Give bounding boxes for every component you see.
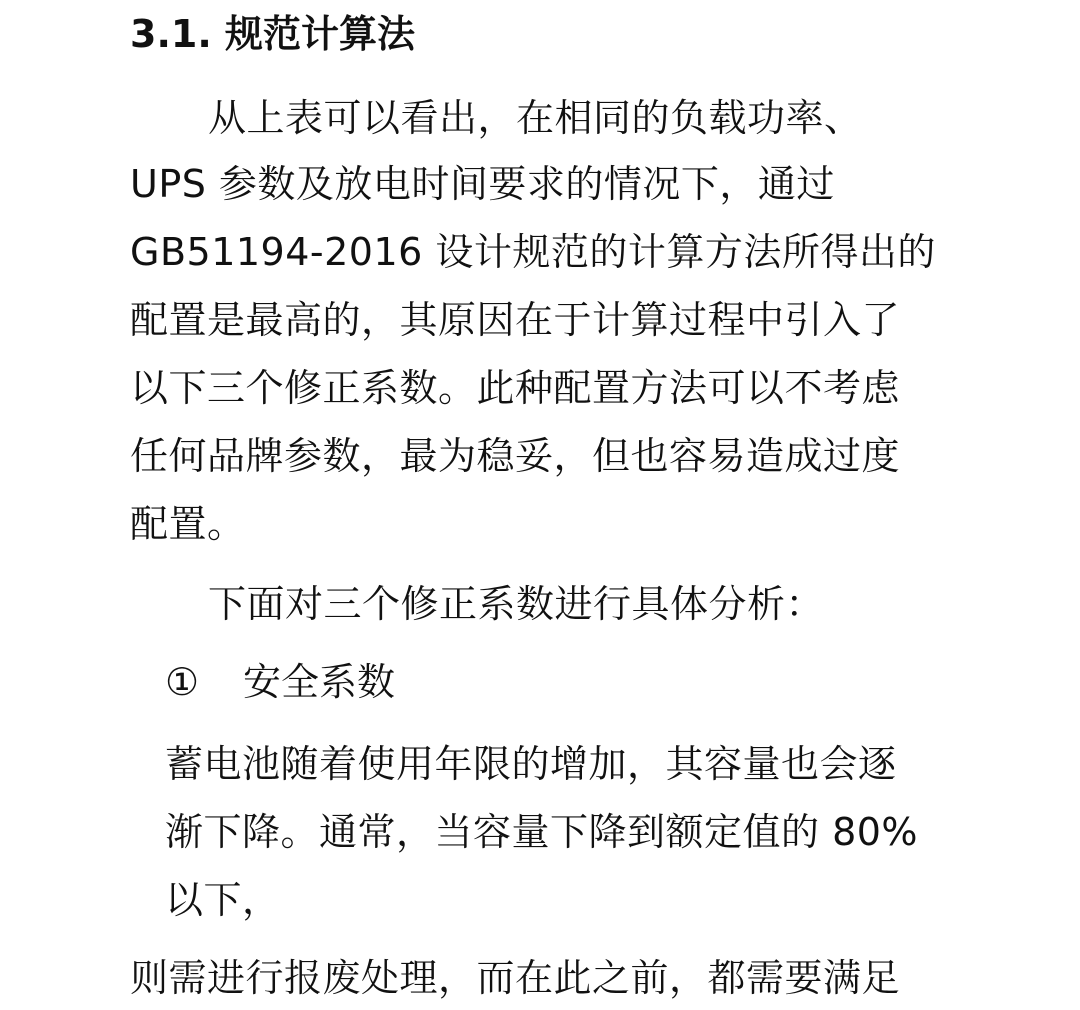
paragraph-line: 任何品牌参数，最为稳妥，但也容易造成过度 bbox=[130, 434, 901, 478]
paragraph-line: 以下三个修正系数。此种配置方法可以不考虑 bbox=[130, 366, 901, 410]
paragraph-line: 配置是最高的，其原因在于计算过程中引入了 bbox=[130, 298, 901, 342]
item-text-line: 以下， bbox=[165, 878, 281, 922]
paragraph-line: GB51194-2016 设计规范的计算方法所得出的 bbox=[130, 230, 936, 274]
paragraph-intro: 下面对三个修正系数进行具体分析： bbox=[208, 582, 825, 626]
item-text-line: 渐下降。通常，当容量下降到额定值的 80% bbox=[165, 810, 919, 854]
section-heading: 3.1. 规范计算法 bbox=[130, 12, 415, 56]
item-text-line: 蓄电池随着使用年限的增加，其容量也会逐 bbox=[165, 742, 897, 786]
list-item-title: 安全系数 bbox=[243, 660, 396, 704]
list-item-safety-factor bbox=[165, 658, 395, 706]
paragraph-line: 配置。 bbox=[130, 502, 246, 546]
paragraph-line: UPS 参数及放电时间要求的情况下，通过 bbox=[130, 162, 835, 206]
list-marker: ① bbox=[165, 660, 200, 704]
paragraph-line: 从上表可以看出，在相同的负载功率、 bbox=[208, 96, 863, 140]
paragraph-line: 则需进行报废处理，而在此之前，都需要满足 bbox=[130, 956, 901, 1000]
